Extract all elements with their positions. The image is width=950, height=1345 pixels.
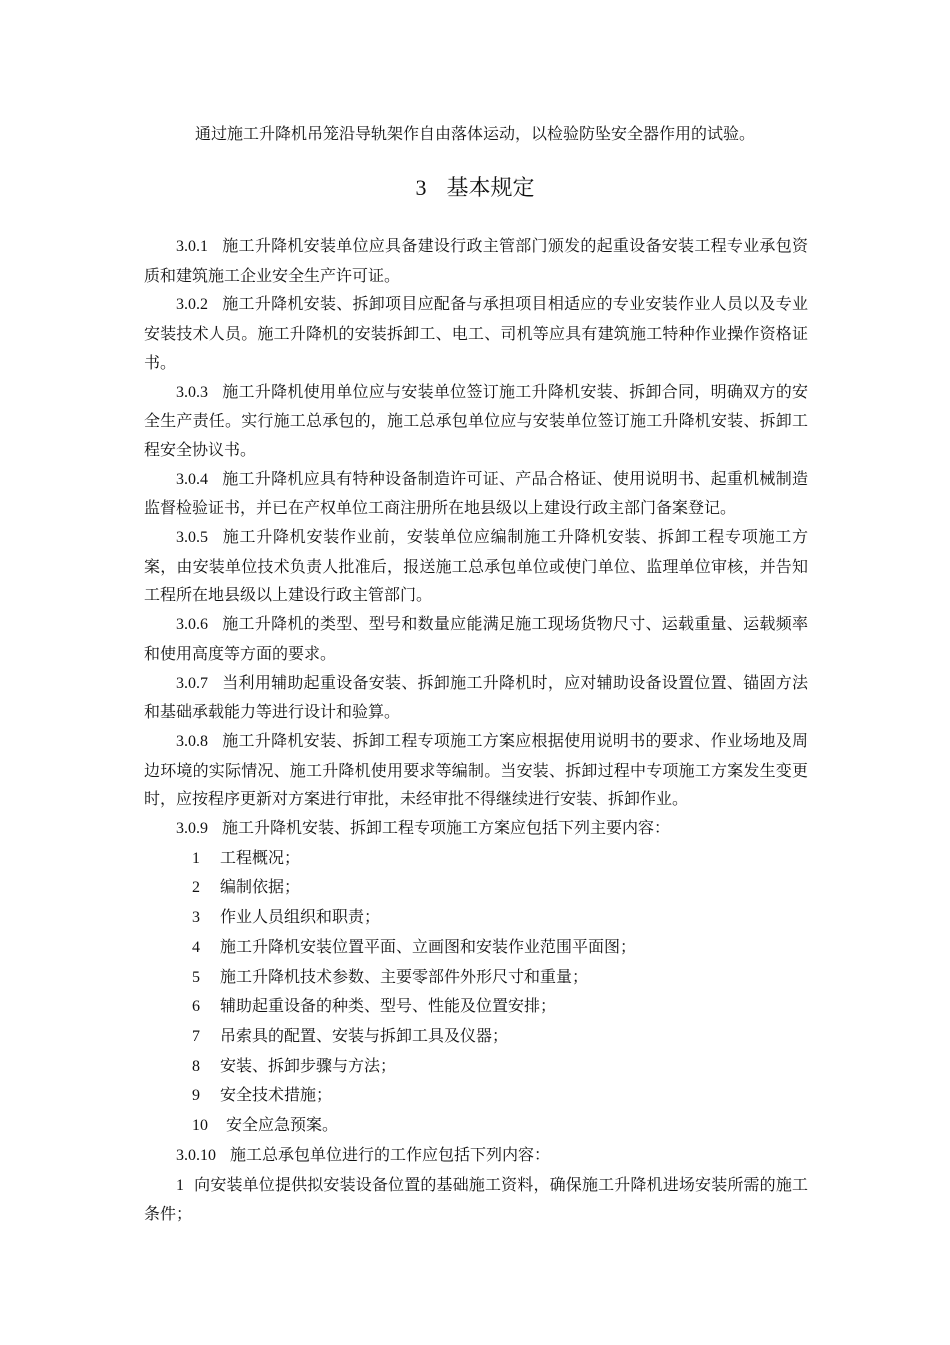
clause-text: 施工升降机的类型、型号和数量应能满足施工现场货物尺寸、运载重量、运载频率和使用高度等方面的要求。 (144, 614, 808, 663)
clause-number: 3.0.10 (176, 1146, 216, 1164)
list-item-text: 辅助起重设备的种类、型号、性能及位置安排； (220, 996, 557, 1016)
clause-text: 施工升降机安装单位应具备建设行政主管部门颁发的起重设备安装工程专业承包资质和建筑施工企业安全生产许可证。 (144, 236, 808, 285)
list-item (144, 963, 808, 993)
list-item-number: 5 (192, 968, 200, 986)
list-item-number: 4 (192, 938, 200, 956)
clause-number: 3.0.2 (176, 296, 208, 314)
clause-number: 3.0.5 (176, 529, 208, 547)
list-item (144, 844, 808, 874)
list-item-number: 2 (192, 879, 200, 897)
clause-text: 施工升降机安装作业前，安装单位应编制施工升降机安装、拆卸工程专项施工方案，由安装单位技术负责人批准后，报送施工总承包单位或使门单位、监理单位审核，并告知工程所在地县级以上建设行政主管部门。 (144, 527, 808, 605)
clause-text: 当利用辅助起重设备安装、拆卸施工升降机时，应对辅助设备设置位置、锚固方法和基础承载能力等进行设计和验算。 (144, 672, 808, 722)
list-item (144, 992, 808, 1022)
clause-text: 施工升降机应具有特种设备制造许可证、产品合格证、使用说明书、起重机械制造监督检验证书，并已在产权单位工商注册所在地县级以上建设行政主部门备案登记。 (144, 468, 808, 518)
list-item-number: 3 (192, 909, 200, 927)
list-item-text: 安全技术措施； (220, 1085, 333, 1105)
clause-3-0-9 (144, 814, 808, 844)
clause-3-0-10 (144, 1141, 808, 1171)
clause-3-0-8 (144, 727, 808, 814)
clause-3-0-4 (144, 465, 808, 523)
section-title: 基本规定 (446, 176, 535, 201)
clause-text: 施工升降机安装、拆卸项目应配备与承担项目相适应的专业安装作业人员以及专业安装技术人员。施工升降机的安装拆卸工、电工、司机等应具有建筑施工特种作业操作资格证书。 (144, 294, 808, 372)
clause-3-0-1 (144, 232, 808, 290)
clause-text: 施工升降机使用单位应与安装单位签订施工升降机安装、拆卸合同，明确双方的安全生产责任。实行施工总承包的，施工总承包单位应与安装单位签订施工升降机安装、拆卸工程安全协议书。 (144, 381, 808, 459)
list-item (144, 1081, 808, 1111)
section-heading (0, 171, 950, 206)
list-item (144, 1052, 808, 1082)
clause-text: 施工总承包单位进行的工作应包括下列内容： (230, 1144, 551, 1164)
list-item-number: 9 (192, 1087, 200, 1105)
list-item-number: 1 (176, 1176, 184, 1194)
clause-number: 3.0.8 (176, 732, 208, 750)
list-item-text: 向安装单位提供拟安装设备位置的基础施工资料，确保施工升降机进场安装所需的施工条件； (144, 1174, 808, 1224)
list-item-text: 工程概况； (220, 847, 301, 867)
clause-number: 3.0.7 (176, 674, 208, 692)
clause-3-0-3 (144, 378, 808, 465)
list-item-number: 6 (192, 998, 200, 1016)
list-item-text: 吊索具的配置、安装与拆卸工具及仪器； (220, 1025, 509, 1045)
section-body (144, 232, 808, 1229)
clause-3-0-2 (144, 290, 808, 377)
list-item-number: 7 (192, 1027, 200, 1045)
clause-number: 3.0.1 (176, 238, 208, 255)
clause-number: 3.0.9 (176, 820, 208, 838)
intro-paragraph: 通过施工升降机吊笼沿导轨架作自由落体运动，以检验防坠安全器作用的试验。 (194, 124, 755, 143)
list-item (144, 1022, 808, 1052)
list-item-text: 施工升降机技术参数、主要零部件外形尺寸和重量； (220, 966, 589, 986)
section-number: 3 (415, 175, 427, 200)
clause-3-0-5 (144, 523, 808, 610)
list-item (144, 1111, 808, 1141)
list-item-text: 作业人员组织和职责； (220, 907, 381, 927)
list-item (144, 933, 808, 963)
clause-3-0-7 (144, 669, 808, 727)
list-item-number: 1 (192, 849, 200, 867)
clause-number: 3.0.4 (176, 470, 208, 488)
list-item-text: 安装、拆卸步骤与方法； (220, 1055, 397, 1075)
list-item-text: 编制依据； (220, 877, 301, 897)
list-item-number: 10 (192, 1117, 208, 1135)
list-item (144, 873, 808, 903)
clause-text: 施工升降机安装、拆卸工程专项施工方案应包括下列主要内容： (222, 818, 671, 838)
list-item-number: 8 (192, 1057, 200, 1075)
clause-number: 3.0.3 (176, 383, 208, 401)
clause-10-item (144, 1171, 808, 1229)
clause-text: 施工升降机安装、拆卸工程专项施工方案应根据使用说明书的要求、作业场地及周边环境的实际情况、施工升降机使用要求等编制。当安装、拆卸过程中专项施工方案发生变更时，应按程序更新对方案进行审批，未经审批不得继续进行安装、拆卸作业。 (144, 730, 808, 809)
list-item-text: 安全应急预案。 (226, 1115, 339, 1135)
list-item-text: 施工升降机安装位置平面、立画图和安装作业范围平面图； (220, 936, 637, 956)
list-item (144, 903, 808, 933)
clause-3-0-6 (144, 610, 808, 668)
clause-number: 3.0.6 (176, 616, 208, 634)
